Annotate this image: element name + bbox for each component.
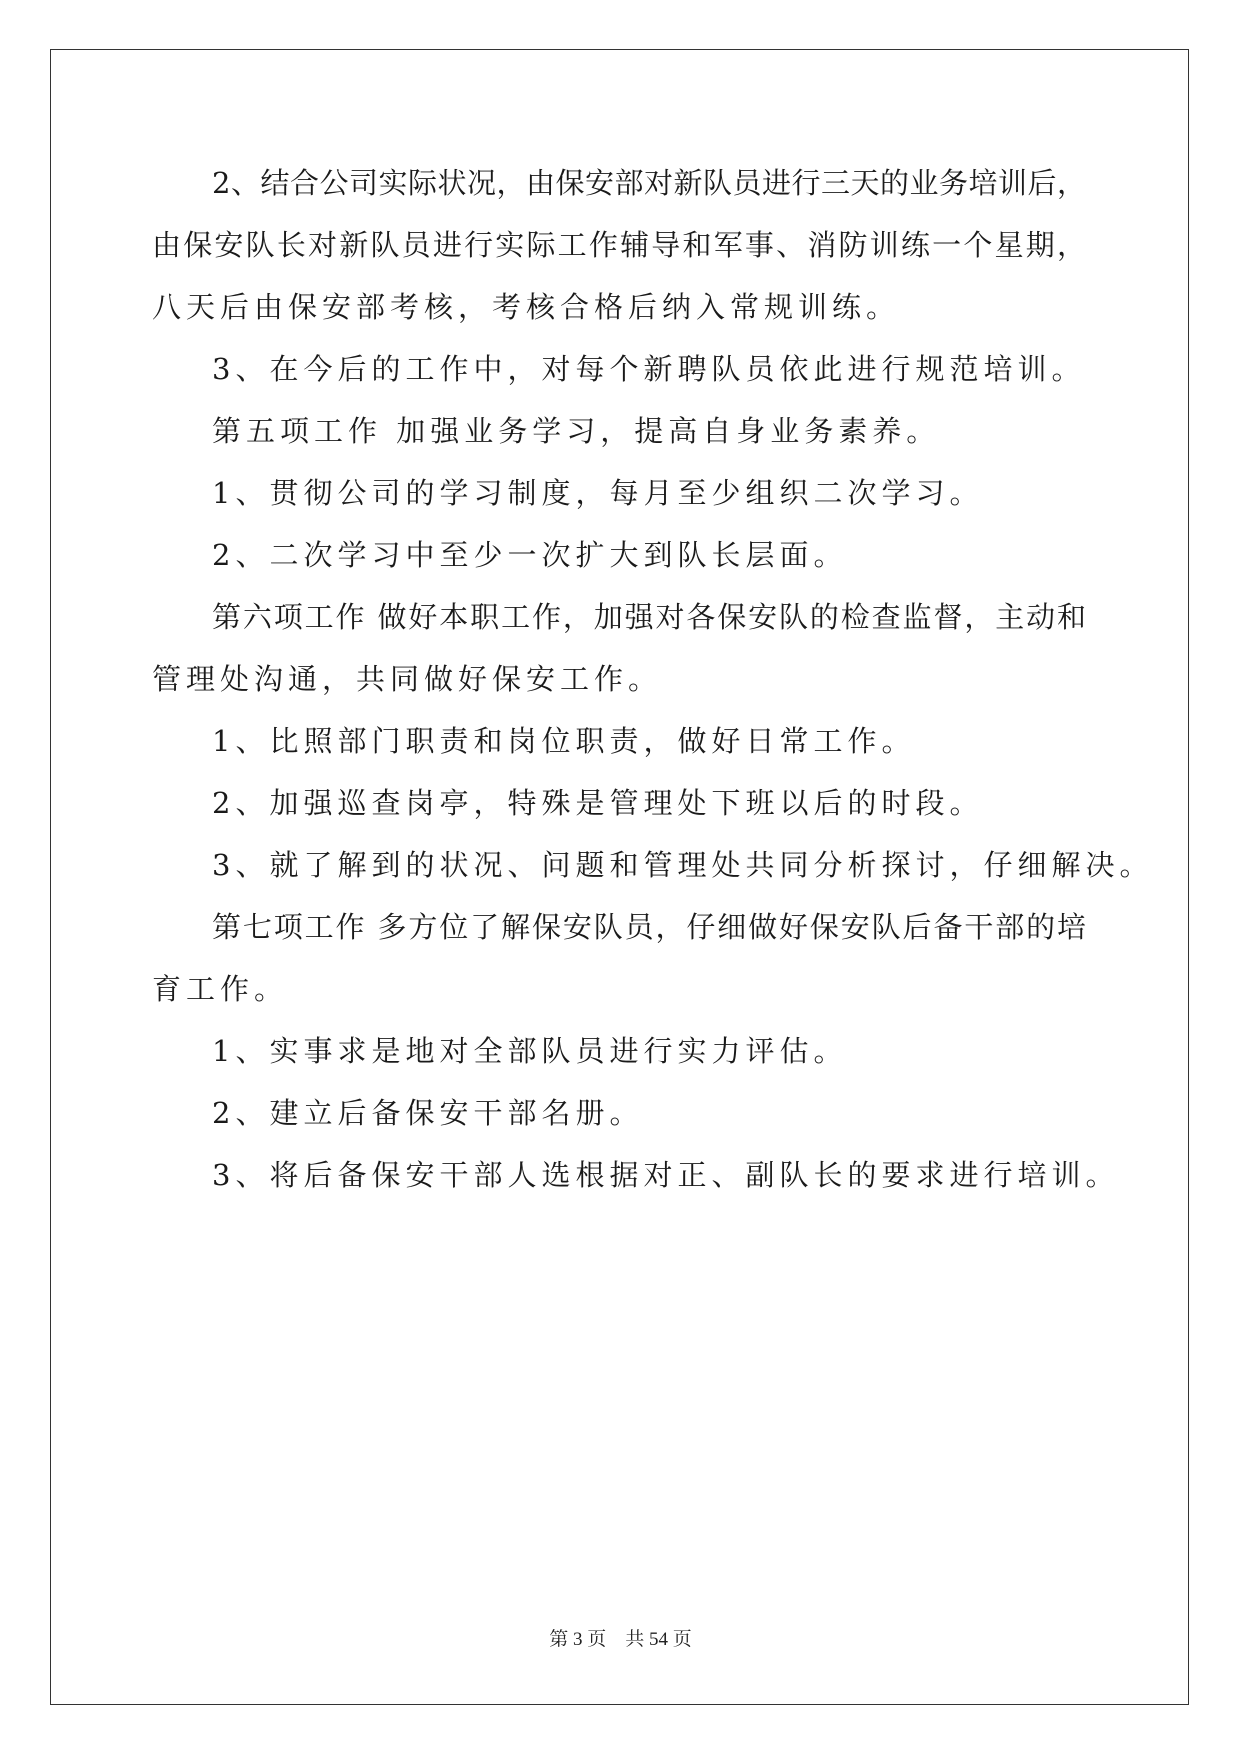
section-heading: 第七项工作 多方位了解保安队员，仔细做好保安队后备干部的培 [212,910,1086,944]
paragraph-line: 育工作。 [152,972,289,1006]
paragraph-line: 1、贯彻公司的学习制度，每月至少组织二次学习。 [212,476,984,510]
paragraph-line: 八天后由保安部考核，考核合格后纳入常规训练。 [152,290,901,324]
paragraph-line: 3、就了解到的状况、问题和管理处共同分析探讨，仔细解决。 [212,848,1154,882]
paragraph-line: 3、在今后的工作中，对每个新聘队员依此进行规范培训。 [212,352,1086,386]
section-heading: 第六项工作 做好本职工作，加强对各保安队的检查监督，主动和 [212,600,1086,634]
section-heading: 第五项工作 加强业务学习，提高自身业务素养。 [212,414,941,448]
page-number-footer: 第 3 页 共 54 页 [549,1629,692,1650]
paragraph-line: 2、结合公司实际状况，由保安部对新队员进行三天的业务培训后， [212,166,1086,200]
paragraph-line: 2、建立后备保安干部名册。 [212,1096,644,1130]
paragraph-line: 3、将后备保安干部人选根据对正、副队长的要求进行培训。 [212,1158,1120,1192]
paragraph-line: 由保安队长对新队员进行实际工作辅导和军事、消防训练一个星期， [152,228,1086,262]
paragraph-line: 2、二次学习中至少一次扩大到队长层面。 [212,538,848,572]
paragraph-line: 管理处沟通，共同做好保安工作。 [152,662,663,696]
paragraph-line: 1、实事求是地对全部队员进行实力评估。 [212,1034,848,1068]
paragraph-line: 1、比照部门职责和岗位职责，做好日常工作。 [212,724,916,758]
paragraph-line: 2、加强巡查岗亭，特殊是管理处下班以后的时段。 [212,786,984,820]
